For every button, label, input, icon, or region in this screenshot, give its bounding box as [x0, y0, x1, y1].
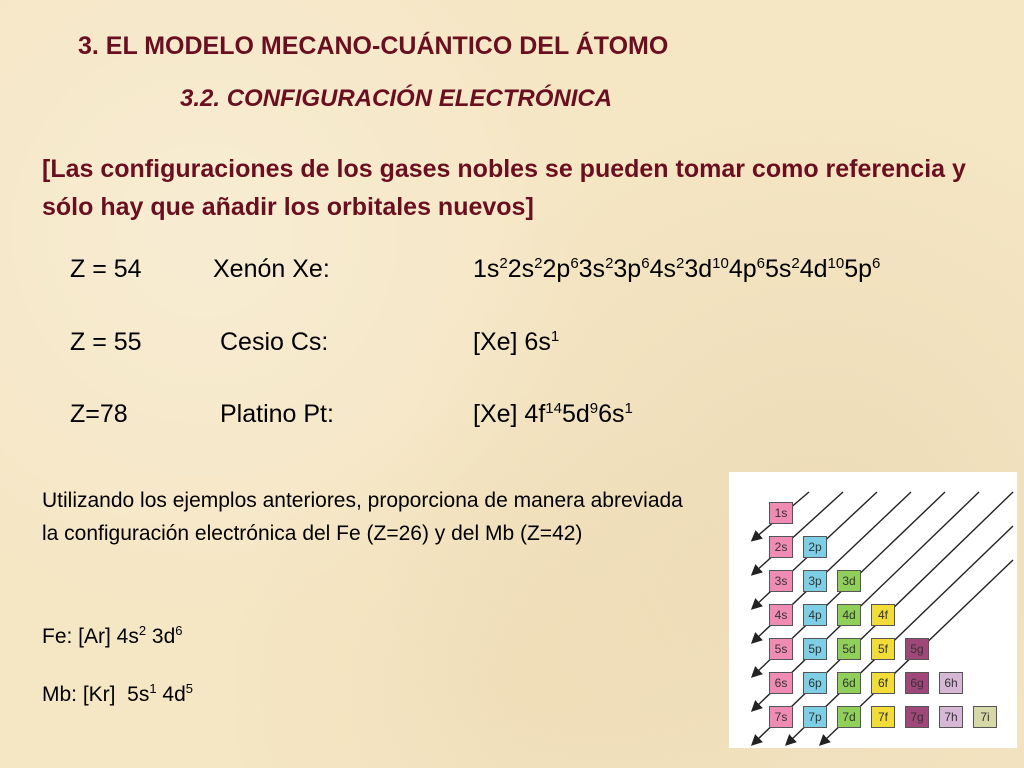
- orbital-3s: 3s: [769, 570, 793, 592]
- row-pt-z: Z=78: [70, 400, 128, 428]
- orbital-6f: 6f: [871, 672, 895, 694]
- row-pt-name: Platino Pt:: [220, 400, 334, 428]
- orbital-6d: 6d: [837, 672, 861, 694]
- row-xe-name: Xenón Xe:: [213, 255, 330, 283]
- orbital-4f: 4f: [871, 604, 895, 626]
- row-cs-config: [Xe] $6s^1$: [473, 328, 560, 356]
- orbital-2s: 2s: [769, 536, 793, 558]
- noble-gas-note: [Las configuraciones de los gases nobles se pueden tomar como referencia y sólo hay que añadir los orbitales nuevos]: [42, 155, 966, 221]
- orbital-7s: 7s: [769, 706, 793, 728]
- row-cs-z: Z = 55: [70, 328, 142, 356]
- row-xe-config: $1s^22s^22p^63s^23p^64s^23d^{10}4p^65s^24d^{10}5p^6$: [473, 255, 881, 283]
- row-cs-name: Cesio Cs:: [220, 328, 329, 356]
- orbital-7g: 7g: [905, 706, 929, 728]
- aufbau-diagram: [729, 472, 1017, 748]
- orbital-5g: 5g: [905, 638, 929, 660]
- orbital-3d: 3d: [837, 570, 861, 592]
- orbital-2p: 2p: [803, 536, 827, 558]
- exercise-text: Utilizando los ejemplos anteriores, proporciona de manera abreviada la configuración electrónica del Fe (Z=26) y del Mb (Z=42): [42, 489, 683, 545]
- orbital-6h: 6h: [939, 672, 963, 694]
- orbital-5f: 5f: [871, 638, 895, 660]
- orbital-7f: 7f: [871, 706, 895, 728]
- slide-title: 3. EL MODELO MECANO-CUÁNTICO DEL ÁTOMO: [78, 32, 669, 60]
- orbital-3p: 3p: [803, 570, 827, 592]
- orbital-7p: 7p: [803, 706, 827, 728]
- orbital-4p: 4p: [803, 604, 827, 626]
- orbital-6p: 6p: [803, 672, 827, 694]
- answer-mb: Mb: [Kr] $5s^1$ $4d^5$: [42, 681, 194, 706]
- orbital-5s: 5s: [769, 638, 793, 660]
- orbital-7d: 7d: [837, 706, 861, 728]
- answer-fe: Fe: [Ar] $4s^2$ $3d^6$: [42, 623, 183, 648]
- row-xe-z: Z = 54: [70, 255, 142, 283]
- orbital-7i: 7i: [973, 706, 997, 728]
- orbital-6g: 6g: [905, 672, 929, 694]
- slide-subtitle: 3.2. CONFIGURACIÓN ELECTRÓNICA: [180, 85, 613, 112]
- row-pt-config: [Xe] $4f^{14}5d^96s^1$: [473, 400, 633, 428]
- orbital-5p: 5p: [803, 638, 827, 660]
- orbital-5d: 5d: [837, 638, 861, 660]
- orbital-4s: 4s: [769, 604, 793, 626]
- orbital-4d: 4d: [837, 604, 861, 626]
- orbital-7h: 7h: [939, 706, 963, 728]
- orbital-1s: 1s: [769, 502, 793, 524]
- orbital-6s: 6s: [769, 672, 793, 694]
